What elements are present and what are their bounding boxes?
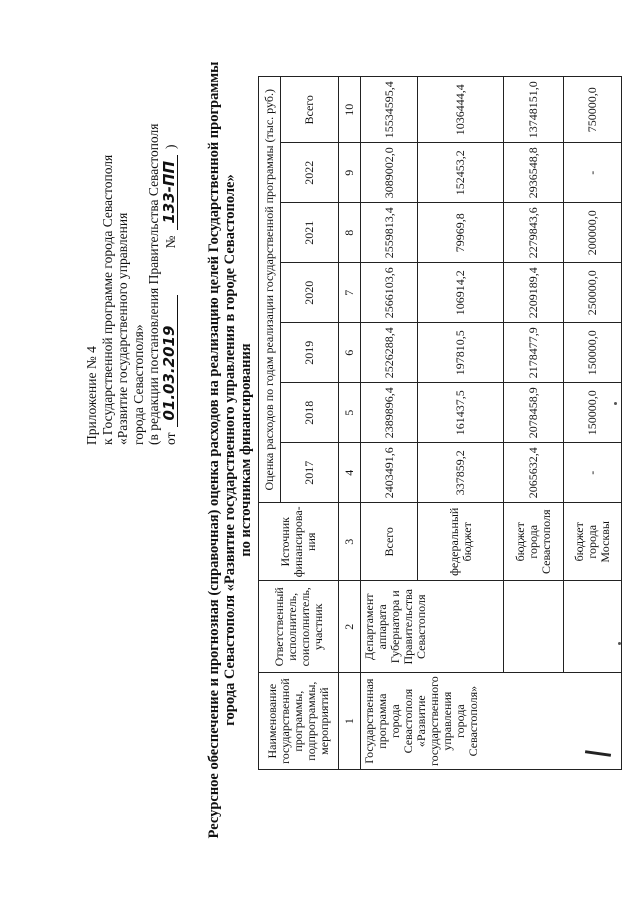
header-estimate: Оценка расходов по годам реализации государственной программы (тыс. руб.) <box>259 77 281 503</box>
column-number: 5 <box>339 383 361 443</box>
appendix-line: Приложение № 4 <box>84 346 99 445</box>
value-cell: 152453,2 <box>418 143 504 203</box>
value-cell: 2389896,4 <box>361 383 418 443</box>
title-line-2: города Севастополя «Развитие государственного управления в городе Севастополе» <box>222 174 238 726</box>
appendix-block <box>84 5 178 445</box>
title-line-3: по источникам финансирования <box>238 343 254 557</box>
value-cell: 750000,0 <box>564 77 622 143</box>
value-cell: 2279843,6 <box>504 203 564 263</box>
decree-number-label: № <box>162 235 178 249</box>
header-responsible: Ответственный исполнитель, соисполнитель, участник <box>259 581 339 673</box>
close-paren: ) <box>162 144 178 149</box>
value-cell: 2178477,9 <box>504 323 564 383</box>
value-cell: 2209189,4 <box>504 263 564 323</box>
value-cell: 2403491,6 <box>361 443 418 503</box>
value-cell: 106914,2 <box>418 263 504 323</box>
value-cell: 337859,2 <box>418 443 504 503</box>
value-cell: 13748151,0 <box>504 77 564 143</box>
value-cell: 2559813,4 <box>361 203 418 263</box>
value-cell: 2936548,8 <box>504 143 564 203</box>
responsible-empty <box>564 581 622 673</box>
value-cell: 2065632,4 <box>504 443 564 503</box>
header-year: 2017 <box>281 443 339 503</box>
header-year: 2021 <box>281 203 339 263</box>
column-number: 4 <box>339 443 361 503</box>
header-year: 2018 <box>281 383 339 443</box>
value-cell: 1036444,4 <box>418 77 504 143</box>
decree-date: 01.03.2019 <box>162 295 179 427</box>
value-cell: 200000,0 <box>564 203 622 263</box>
column-number: 6 <box>339 323 361 383</box>
column-number: 9 <box>339 143 361 203</box>
value-cell: 161437,5 <box>418 383 504 443</box>
appendix-line: «Развитие государственного управления <box>115 212 130 445</box>
source-cell: бюджет города Севастополя <box>504 503 564 581</box>
table-row <box>564 77 622 770</box>
table-row <box>504 77 564 770</box>
responsible-empty <box>504 581 564 673</box>
column-number: 8 <box>339 203 361 263</box>
value-cell: 2526288,4 <box>361 323 418 383</box>
header-year: 2022 <box>281 143 339 203</box>
column-number: 7 <box>339 263 361 323</box>
column-number: 3 <box>339 503 361 581</box>
value-cell: 150000,0 <box>564 323 622 383</box>
ot-label: от <box>162 432 178 445</box>
value-cell: 150000,0 <box>564 383 622 443</box>
header-year: 2019 <box>281 323 339 383</box>
table-row <box>361 77 418 770</box>
appendix-line: города Севастополя» <box>130 324 146 445</box>
value-cell: 79969,8 <box>418 203 504 263</box>
value-cell: 197810,5 <box>418 323 504 383</box>
column-number: 2 <box>339 581 361 673</box>
source-cell: федеральный бюджет <box>418 503 504 581</box>
scan-speck <box>618 642 621 645</box>
column-number: 1 <box>339 673 361 770</box>
responsible-name: Департамент аппарата Губернатора и Правительства Севастополя <box>361 581 504 673</box>
program-name: Государственная программа города Севастополя «Развитие государственного управления города Севастополя» <box>361 673 622 770</box>
decree-number: 133-ПП <box>162 155 179 230</box>
expenses-table <box>258 76 622 770</box>
scan-speck <box>614 402 617 405</box>
header-total: Всего <box>281 77 339 143</box>
decree-reference <box>159 5 179 445</box>
header-year: 2020 <box>281 263 339 323</box>
header-source: Источник финансирова-ния <box>259 503 339 581</box>
value-cell: 3089002,0 <box>361 143 418 203</box>
source-cell: Всего <box>361 503 418 581</box>
appendix-line: (в редакции постановления Правительства Севастополя <box>146 123 161 445</box>
value-cell: 250000,0 <box>564 263 622 323</box>
title-line-1: Ресурсное обеспечение и прогнозная (справочная) оценка расходов на реализацию целей Государственной программы <box>206 61 222 839</box>
column-number: 10 <box>339 77 361 143</box>
header-name: Наименование государственной программы, подпрограммы, мероприятий <box>259 673 339 770</box>
value-cell: - <box>564 443 622 503</box>
value-cell: - <box>564 143 622 203</box>
value-cell: 15534595,4 <box>361 77 418 143</box>
source-cell: бюджет города Москвы <box>564 503 622 581</box>
value-cell: 2078458,9 <box>504 383 564 443</box>
document-title <box>206 35 254 865</box>
appendix-line: к Государственной программе города Севастополя <box>99 154 115 445</box>
column-number-row <box>339 77 361 770</box>
value-cell: 2566103,6 <box>361 263 418 323</box>
